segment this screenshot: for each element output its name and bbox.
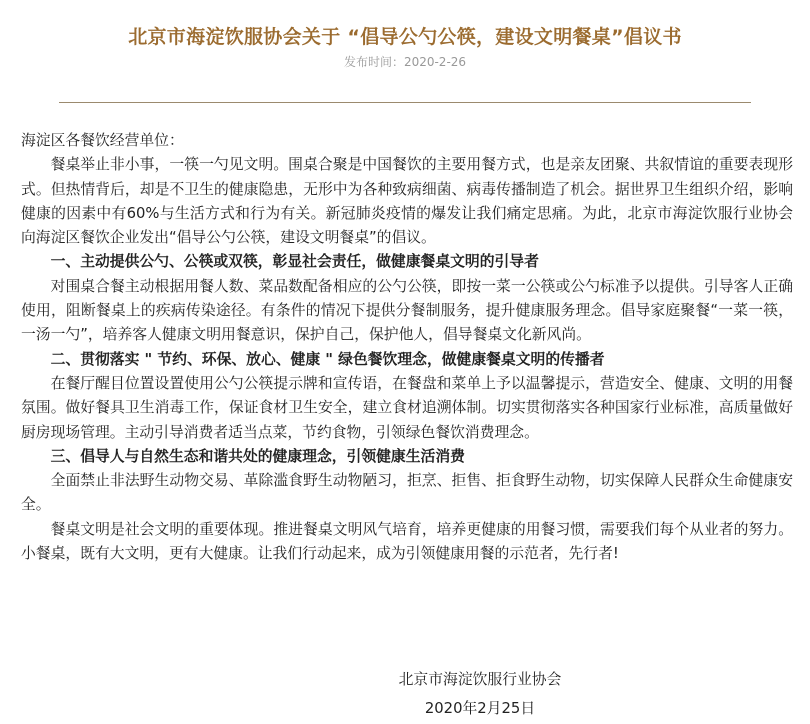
section-paragraph-3: 全面禁止非法野生动物交易、革除滥食野生动物陋习，拒烹、拒售、拒食野生动物，切实保障人民群众生命健康安全。 xyxy=(21,472,793,514)
intro-paragraph: 餐桌举止非小事，一筷一勺见文明。围桌合聚是中国餐饮的主要用餐方式，也是亲友团聚、共叙情谊的重要表现形式。但热情背后，却是不卫生的健康隐患，无形中为各种致病细菌、病毒传播制造了机会。据世界卫生组织介绍，影响健康的因素中有60%与生活方式和行为有关。新冠肺炎疫情的爆发让我们痛定思痛。为此，北京市海淀饮服行业协会向海淀区餐饮企业发出“倡导公勺公筷，建设文明餐桌”的倡议。 xyxy=(21,156,793,247)
signature-organization: 北京市海淀饮服行业协会 xyxy=(398,671,562,688)
article-body xyxy=(21,129,793,566)
publish-date: 发布时间：2020-2-26 xyxy=(343,55,467,69)
article-title: 北京市海淀饮服协会关于 “倡导公勺公筷，建设文明餐桌”倡议书 xyxy=(128,26,682,48)
closing-paragraph: 餐桌文明是社会文明的重要体现。推进餐桌文明风气培育，培养更健康的用餐习惯，需要我们每个从业者的努力。小餐桌，既有大文明，更有大健康。让我们行动起来，成为引领健康用餐的示范者，先行者! xyxy=(21,520,793,563)
section-heading-2: 二、贯彻落实 " 节约、环保、放心、健康 " 绿色餐饮理念，做健康餐桌文明的传播者 xyxy=(50,350,605,368)
salutation: 海淀区各餐饮经营单位： xyxy=(21,132,184,149)
signature-date: 2020年2月25日 xyxy=(424,700,536,717)
section-paragraph-2: 在餐厅醒目位置设置使用公勺公筷提示牌和宣传语，在餐盘和菜单上予以温馨提示，营造安全、健康、文明的用餐氛围。做好餐具卫生消毒工作，保证食材卫生安全，建立食材追溯体制。切实贯彻落实各种国家行业标准，高质量做好厨房现场管理。主动引导消费者适当点菜，节约食物，引领绿色餐饮消费理念。 xyxy=(21,374,793,441)
section-heading-3: 三、倡导人与自然生态和谐共处的健康理念，引领健康生活消费 xyxy=(50,447,465,465)
section-heading-1: 一、主动提供公勺、公筷或双筷，彰显社会责任，做健康餐桌文明的引导者 xyxy=(50,253,539,271)
title-divider xyxy=(59,102,751,103)
section-paragraph-1: 对围桌合餐主动根据用餐人数、菜品数配备相应的公勺公筷，即按一菜一公筷或公勺标准予以提供。引导客人正确使用，阻断餐桌上的疾病传染途径。有条件的情况下提供分餐制服务，提升健康服务理念。倡导家庭聚餐“一菜一筷，一汤一勺”，培养客人健康文明用餐意识，保护自己，保护他人，倡导餐桌文化新风尚。 xyxy=(21,277,793,344)
